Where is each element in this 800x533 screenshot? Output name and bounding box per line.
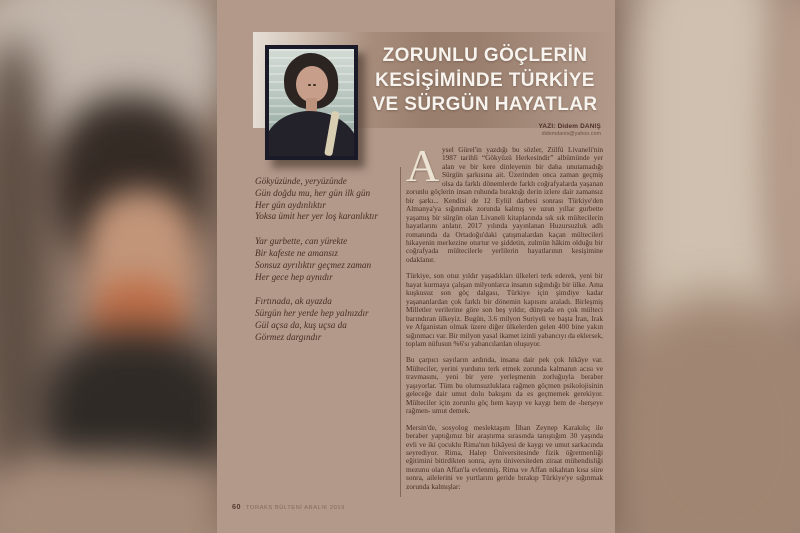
page-footer xyxy=(232,502,345,511)
photo-eye-left xyxy=(308,84,311,86)
poem-stanza-3 xyxy=(255,296,405,343)
poem-line: Gün doğdu mu, her gün ilk gün xyxy=(255,187,371,198)
article-column xyxy=(406,140,603,499)
poem-line: Yoksa ümit her yer loş karanlıktır xyxy=(255,211,378,222)
poem-line: Görmez dargındır xyxy=(255,331,322,342)
article-paragraph-4: Mersin'de, sosyolog meslektaşım İlhan Zeynep Karakılıç ile beraber yaptığımız bir araştırma sırasında tanıştığım 30 yaşında evli ve iki çocuklu Rima'nın hikâyesi de kaygı ve umut sarkacında seyrediyor. Rima, Halep Üniversitesinde fizik öğretmenliği eğitimini bitirdikten sonra, aynı üniversiteden ziraat mühendisliği mezunu olan Affan'la evlenmiş. Rima ve Affan nikahtan kısa süre sonra, ailelerini ve yurtlarını geride bırakıp Türkiye'ye sığınmak zorunda kalmışlar: xyxy=(406,422,603,491)
photo-face xyxy=(296,66,327,102)
poem-line: Bir kafeste ne amansız xyxy=(255,247,338,258)
poem-line: Fırtınada, ak ayazda xyxy=(255,296,332,307)
poem-line: Yar gurbette, can yürekte xyxy=(255,236,348,247)
page-number: 60 xyxy=(232,502,241,511)
poem-line: Her gün aydınlıktır xyxy=(255,199,326,210)
column-divider xyxy=(400,167,401,497)
poem-line: Gül açsa da, kuş uçsa da xyxy=(255,319,347,330)
magazine-page xyxy=(217,0,615,533)
article-paragraph-1 xyxy=(406,140,603,264)
poem-line: Sonsuz ayrılıktır geçmez zaman xyxy=(255,259,372,270)
article-paragraph-1-text: ysel Gürel'in yazdığı bu sözler, Zülfü Livaneli'nin 1987 tarihli “Gökyüzü Herkesindir” albümünde yer alan ve bir kere dinleyenin bir daha unutamadığı Sürgün şarkısına ait. Üzerinden onca zaman geçmiş olsa da farklı dönemlerde farklı coğrafyalarda yaşanan zorunlu göçlerin insan ruhunda bıraktığı derin izlere dair zamansız bir şarkı... Kendisi de 12 Eylül darbesi sonrası Türkiye'den Almanya'ya sığınmak zorunda kalmış ve uzun yıllar gurbette yaşamış bir sürgün olan Livaneli kitaplarında sık sık mültecilerin hayatlarını anlatır. 2017 yılında yayınlanan Huzursuzluk adlı romanında da Ortadoğu'daki çatışmalardan kaçan mültecileri hikayenin merkezine oturtur ve şiddetin, zulmün hâkim olduğu bir coğrafyada mültecilerle yerlilerin hayatlarının kesişimine odaklanır. xyxy=(406,145,603,264)
poem-stanza-2 xyxy=(255,236,405,283)
byline-block xyxy=(539,123,601,137)
poem-line: Her gece hep aynıdır xyxy=(255,271,333,282)
drop-cap: A xyxy=(406,140,440,191)
poem-column xyxy=(255,176,405,357)
author-photo xyxy=(265,45,358,160)
poem-line: Gökyüzünde, yeryüzünde xyxy=(255,176,347,186)
article-title-line-2: KESİŞİMİNDE TÜRKİYE xyxy=(375,69,595,91)
photo-eye-right xyxy=(313,84,316,86)
poem-line: Sürgün her yerde hep yalnızdır xyxy=(255,308,369,319)
byline-email: didemdanis@yahoo.com xyxy=(541,131,601,137)
article-title-line-1: ZORUNLU GÖÇLERİN xyxy=(382,45,588,66)
article-paragraph-2: Türkiye, son otuz yıldır yaşadıkları ülkeleri terk ederek, yeni bir hayat kurmaya çalışan milyonlarca insanın sığındığı bir ülke. Ama kuşkusuz son göç dalgası, Türkiye için şimdiye kadar yaşananlardan çok farklı bir dönemin kapısını araladı. Birleşmiş Milletler verilerine göre son beş yıldır, dünyada en çok mülteci barındıran ülkeyiz. Bugün, 3.6 milyon Suriyeli ve başta İran, Irak ve Afganistan olmak üzere diğer ülkelerden gelen 400 bine yakın sığınmacı var. Bir milyon yasal ikamet izinli yabancıyı da eklersek, toplam nüfusun %6'sı yabancılardan oluşuyor. xyxy=(406,271,603,348)
footer-text: TORAKS BÜLTENİ ARALIK 2019 xyxy=(246,505,345,511)
byline-author: YAZI: Didem DANIŞ xyxy=(538,123,601,130)
article-title-line-3: VE SÜRGÜN HAYATLAR xyxy=(372,94,598,115)
poem-stanza-1 xyxy=(255,176,405,223)
article-title xyxy=(365,44,605,118)
article-paragraph-3: Bu çarpıcı sayıların ardında, insana dair pek çok hikâye var. Mülteciler, yerini yurdunu terk etmek zorunda kalmanın acısı ve travmasını, yeni bir yere yerleşmenin zorluğuyla beraber yaşıyorlar. Tüm bu olumsuzluklara rağmen göçmen psikolojisinin geleceğe dair umut dolu bakışını da es geçmemek gerekiyor. Mülteciler için zorunlu göç hem kayıp ve kaygı hem de -herşeye rağmen- umut demek. xyxy=(406,355,603,416)
backdrop-blob-right-bottom xyxy=(605,295,800,533)
